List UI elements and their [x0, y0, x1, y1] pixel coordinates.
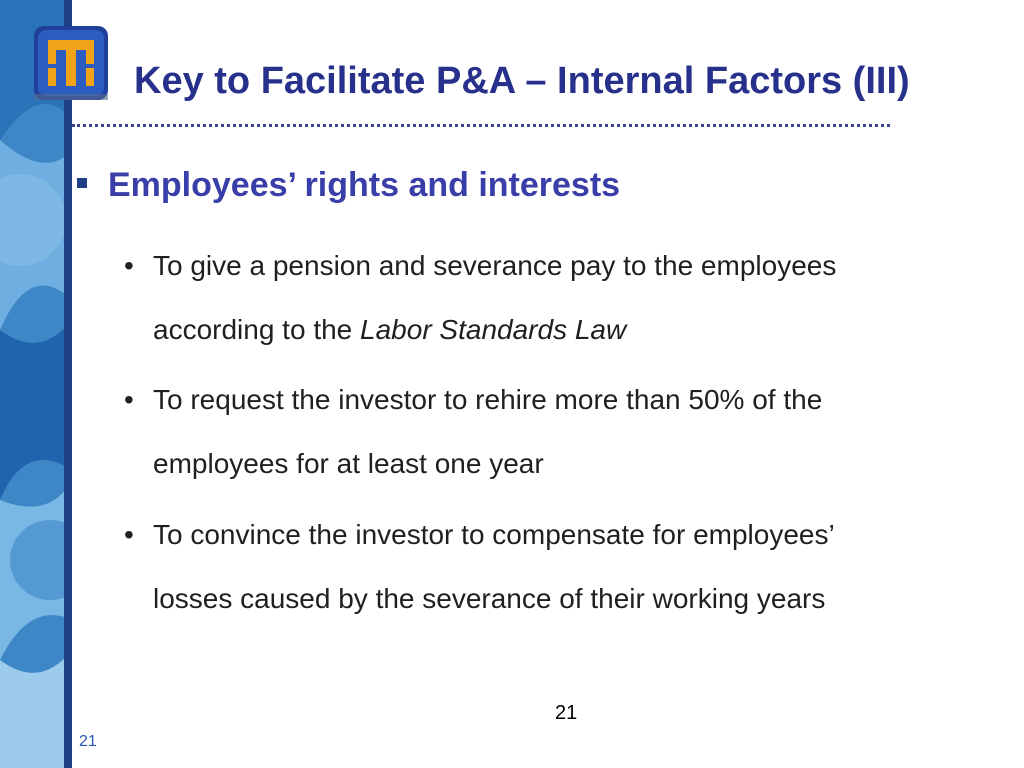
round-bullet-icon: • [124, 250, 134, 281]
title-divider [72, 124, 890, 127]
round-bullet-icon: • [124, 384, 134, 415]
list-item-text: To give a pension and severance pay to the employees according to the Labor Standards Law [153, 250, 837, 345]
law-name: Labor Standards Law [360, 314, 627, 345]
page-number: 21 [555, 702, 578, 724]
sidebar-decoration [0, 0, 72, 768]
slide-title: Key to Facilitate P&A – Internal Factors (III) [134, 60, 910, 102]
page-number-corner: 21 [79, 733, 97, 750]
bank-logo-icon [32, 24, 110, 102]
round-bullet-icon: • [124, 519, 134, 550]
section-heading: Employees’ rights and interests [108, 166, 621, 204]
list-item-text: To request the investor to rehire more than 50% of the employees for at least one year [153, 384, 823, 479]
list-item-text: To convince the investor to compensate for employees’ losses caused by the severance of their working years [153, 519, 835, 614]
square-bullet-icon [77, 178, 87, 188]
